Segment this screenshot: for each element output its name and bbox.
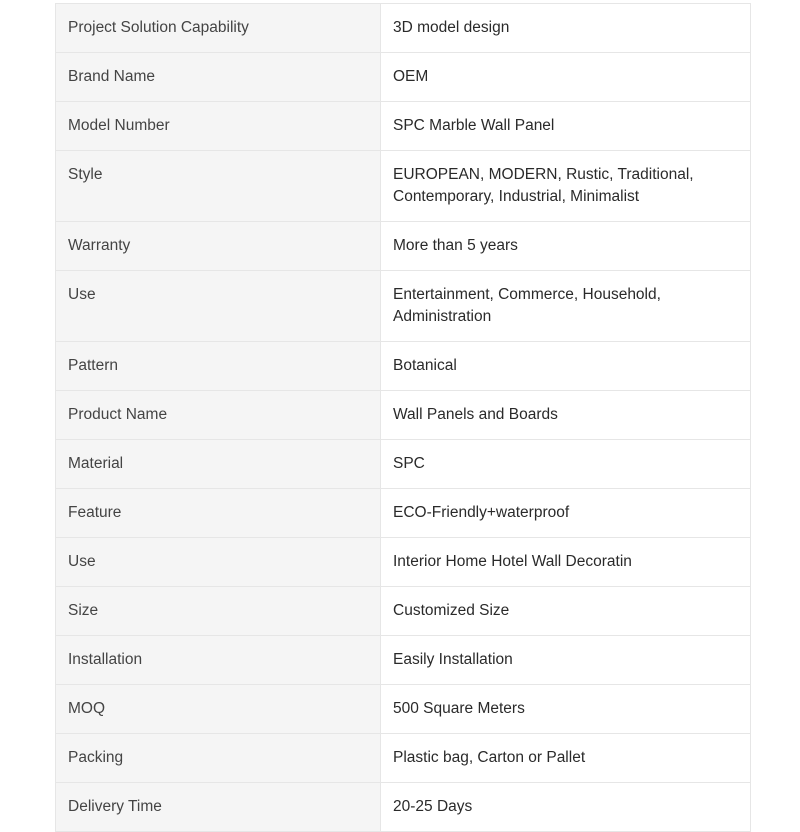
table-row xyxy=(56,342,751,391)
spec-value: Interior Home Hotel Wall Decoratin xyxy=(381,538,751,587)
spec-value: EUROPEAN, MODERN, Rustic, Traditional, Contemporary, Industrial, Minimalist xyxy=(381,151,751,222)
spec-value: 20-25 Days xyxy=(381,783,751,832)
table-row xyxy=(56,734,751,783)
spec-key: MOQ xyxy=(56,685,381,734)
spec-value: Botanical xyxy=(381,342,751,391)
spec-key: Project Solution Capability xyxy=(56,4,381,53)
spec-key: Packing xyxy=(56,734,381,783)
spec-value: SPC Marble Wall Panel xyxy=(381,102,751,151)
spec-key: Pattern xyxy=(56,342,381,391)
spec-value: OEM xyxy=(381,53,751,102)
table-row xyxy=(56,4,751,53)
spec-key: Material xyxy=(56,440,381,489)
table-row xyxy=(56,489,751,538)
product-specifications-table xyxy=(55,3,751,832)
spec-key: Size xyxy=(56,587,381,636)
table-row xyxy=(56,685,751,734)
spec-value: SPC xyxy=(381,440,751,489)
table-row xyxy=(56,538,751,587)
spec-key: Model Number xyxy=(56,102,381,151)
spec-key: Brand Name xyxy=(56,53,381,102)
spec-value: 3D model design xyxy=(381,4,751,53)
spec-value: Plastic bag, Carton or Pallet xyxy=(381,734,751,783)
table-row xyxy=(56,587,751,636)
spec-value: Wall Panels and Boards xyxy=(381,391,751,440)
spec-table-body xyxy=(56,4,751,832)
table-row xyxy=(56,271,751,342)
spec-value: Entertainment, Commerce, Household, Administration xyxy=(381,271,751,342)
spec-key: Warranty xyxy=(56,222,381,271)
table-row xyxy=(56,440,751,489)
table-row xyxy=(56,391,751,440)
table-row xyxy=(56,222,751,271)
spec-key: Use xyxy=(56,271,381,342)
spec-value: More than 5 years xyxy=(381,222,751,271)
spec-key: Use xyxy=(56,538,381,587)
table-row xyxy=(56,53,751,102)
spec-key: Feature xyxy=(56,489,381,538)
spec-key: Style xyxy=(56,151,381,222)
spec-key: Product Name xyxy=(56,391,381,440)
spec-value: Customized Size xyxy=(381,587,751,636)
table-row xyxy=(56,636,751,685)
spec-value: 500 Square Meters xyxy=(381,685,751,734)
table-row xyxy=(56,102,751,151)
spec-key: Delivery Time xyxy=(56,783,381,832)
spec-value: ECO-Friendly+waterproof xyxy=(381,489,751,538)
spec-key: Installation xyxy=(56,636,381,685)
spec-value: Easily Installation xyxy=(381,636,751,685)
table-row xyxy=(56,783,751,832)
table-row xyxy=(56,151,751,222)
